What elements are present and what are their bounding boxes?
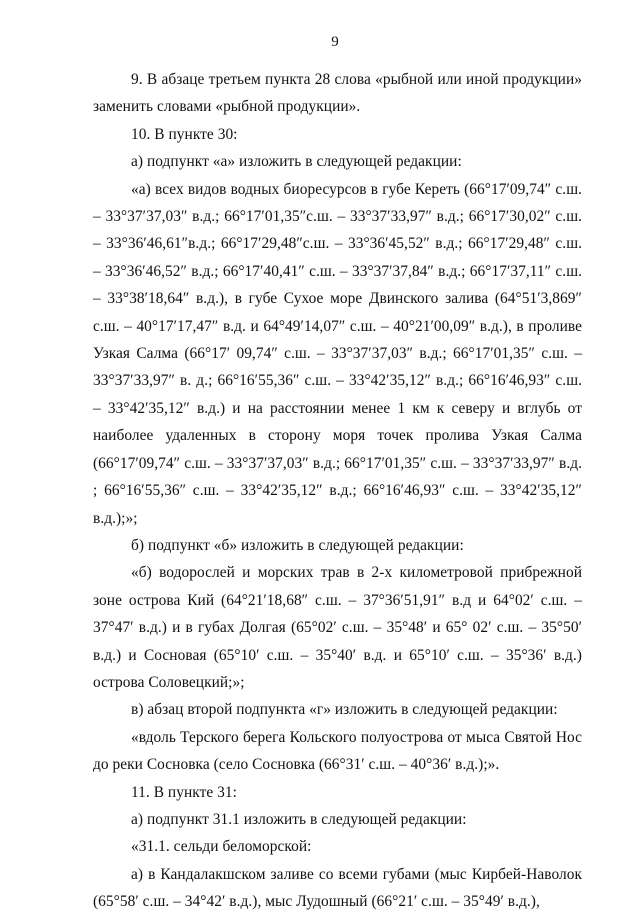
paragraph-herring-heading: «31.1. сельди беломорской: [131,838,312,856]
paragraph-subitem-v: в) абзац второй подпункта «г» изложить в следующей редакции: [131,701,558,719]
paragraph-subitem-a: а) подпункт «а» изложить в следующей редакции: [131,153,462,171]
paragraph-subitem-a-text: «а) всех видов водных биоресурсов в губе Кереть (66°17′09,74″ с.ш. – 33°37′37,03″ в.д.; 66°17′01,35″с.ш. – 33°37′33,97″ в.д.; 66°17′30,02″ с.ш. – 33°36′46,61″в.д.; 66°17′29,48″с.ш. – 33°36′45,52″ в.д.; 66°17′29,48″ с.ш. – 33°36′46,52″ в.д.; 66°17′40,41″ с.ш. – 33°37′37,84″ в.д.; 66°17′37,11″ с.ш. – 33°38′18,64″ в.д.), в губе Сухое море Двинского залива (64°51′3,869″ с.ш. – 40°17′17,47″ в.д. и 64°49′14,07″ с.ш. – 40°21′00,09″ в.д.), в проливе Узкая Салма (66°17′ 09,74″ с.ш. – 33°37′37,03″ в.д.; 66°17′01,35″ с.ш. – 33°37′33,97″ в. д.; 66°16′55,36″ с.ш. – 33°42′35,12″ в.д.; 66°16′46,93″ с.ш. – 33°42′35,12″ в.д.) и на расстоянии менее 1 км к северу и вглубь от наиболее удаленных в сторону моря точек пролива Узкая Салма (66°17′09,74″ с.ш. – 33°37′37,03″ в.д.; 66°17′01,35″ с.ш. – 33°37′33,97″ в.д. ; 66°16′55,36″ с.ш. – 33°42′35,12″ в.д.; 66°16′46,93″ с.ш. – 33°42′35,12″ в.д.);»; [93,180,582,527]
paragraph-item-10-heading: 10. В пункте 30: [131,125,238,143]
paragraph-subitem-31-1: а) подпункт 31.1 изложить в следующей редакции: [131,810,467,828]
paragraph-subitem-v-text: «вдоль Терского берега Кольского полуострова от мыса Святой Нос до реки Сосновка (село Сосновка (66°31′ с.ш. – 40°36′ в.д.);». [93,728,582,774]
paragraph-subitem-b-text: «б) водорослей и морских трав в 2-х километровой прибрежной зоне острова Кий (64°21′18,68″ с.ш. – 37°36′51,91″ в.д и 64°02′ с.ш. – 37°47′ в.д.) и в губах Долгая (65°02′ с.ш. – 35°48′ и 65° 02′ с.ш. – 35°50′ в.д.) и Сосновая (65°10′ с.ш. – 35°40′ в.д. и 65°10′ с.ш. – 35°36′ в.д.) острова Соловецкий;»; [93,564,582,691]
page-number: 9 [331,34,339,50]
paragraph-item-9: 9. В абзаце третьем пункта 28 слова «рыбной или иной продукции» заменить словами «рыбной продукции». [93,71,582,116]
document-body [93,66,582,916]
paragraph-subitem-b: б) подпункт «б» изложить в следующей редакции: [131,536,464,554]
paragraph-kandalaksha-text: а) в Кандалакшском заливе со всеми губами (мыс Кирбей-Наволок (65°58′ с.ш. – 34°42′ в.д.), мыс Лудошный (66°21′ с.ш. – 35°49′ в.д.), [93,865,582,911]
paragraph-item-11-heading: 11. В пункте 31: [131,783,237,801]
